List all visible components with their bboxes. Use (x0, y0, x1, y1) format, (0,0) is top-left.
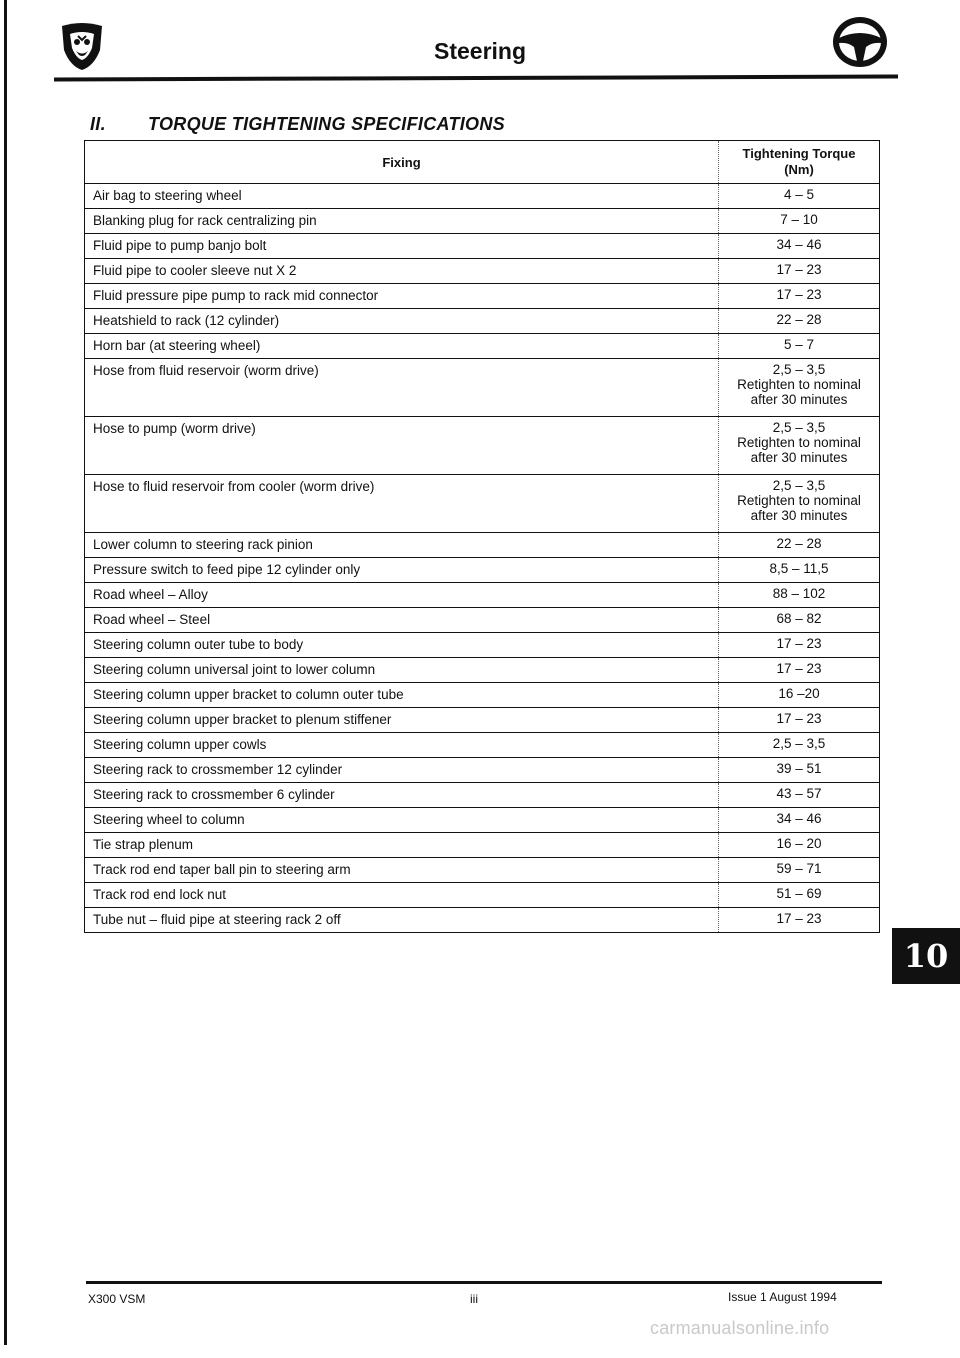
torque-value: 2,5 – 3,5 (772, 420, 826, 435)
fixing-cell: Blanking plug for rack centralizing pin (85, 209, 719, 234)
torque-cell (719, 883, 880, 908)
torque-value: 17 – 23 (776, 287, 822, 302)
table-row (85, 558, 880, 583)
torque-column-header (719, 141, 880, 184)
torque-value: 88 – 102 (772, 586, 826, 601)
fixing-cell: Road wheel – Alloy (85, 583, 719, 608)
fixing-cell: Steering column outer tube to body (85, 633, 719, 658)
torque-value: 17 – 23 (776, 661, 822, 676)
torque-header-line1: Tightening Torque (742, 146, 856, 161)
table-row (85, 633, 880, 658)
table-row (85, 808, 880, 833)
page-edge-rule (4, 0, 7, 1345)
torque-value: 16 – 20 (776, 836, 822, 851)
torque-value: 51 – 69 (776, 886, 822, 901)
table-row (85, 475, 880, 533)
footer-manual-code: X300 VSM (88, 1292, 146, 1306)
table-row (85, 334, 880, 359)
footer-page-number: iii (470, 1292, 478, 1306)
torque-value: 4 – 5 (783, 187, 815, 202)
fixing-cell: Steering rack to crossmember 6 cylinder (85, 783, 719, 808)
torque-cell (719, 658, 880, 683)
fixing-cell: Steering column upper bracket to plenum stiffener (85, 708, 719, 733)
torque-cell (719, 209, 880, 234)
table-row (85, 309, 880, 334)
torque-note: Retighten to nominal (737, 435, 861, 450)
torque-cell (719, 234, 880, 259)
torque-cell (719, 833, 880, 858)
torque-value: 34 – 46 (776, 811, 822, 826)
fixing-cell: Fluid pipe to cooler sleeve nut X 2 (85, 259, 719, 284)
torque-cell (719, 309, 880, 334)
fixing-cell: Track rod end lock nut (85, 883, 719, 908)
fixing-cell: Lower column to steering rack pinion (85, 533, 719, 558)
torque-value: 7 – 10 (780, 212, 818, 227)
torque-note: after 30 minutes (750, 508, 848, 523)
torque-value: 17 – 23 (776, 636, 822, 651)
torque-cell (719, 284, 880, 309)
torque-cell (719, 417, 880, 475)
table-row (85, 284, 880, 309)
torque-cell (719, 708, 880, 733)
table-row (85, 359, 880, 417)
fixing-cell: Steering column universal joint to lower column (85, 658, 719, 683)
torque-spec-table (84, 140, 880, 933)
torque-value: 39 – 51 (776, 761, 822, 776)
torque-cell (719, 359, 880, 417)
table-row (85, 733, 880, 758)
table-row (85, 883, 880, 908)
torque-cell (719, 334, 880, 359)
fixing-cell: Steering column upper cowls (85, 733, 719, 758)
torque-cell (719, 858, 880, 883)
fixing-cell: Heatshield to rack (12 cylinder) (85, 309, 719, 334)
fixing-cell: Steering column upper bracket to column outer tube (85, 683, 719, 708)
torque-cell (719, 608, 880, 633)
torque-value: 17 – 23 (776, 911, 822, 926)
watermark: carmanualsonline.info (650, 1318, 830, 1338)
header-rule (54, 75, 898, 82)
table-row (85, 708, 880, 733)
table-row (85, 858, 880, 883)
table-row (85, 833, 880, 858)
torque-value: 2,5 – 3,5 (772, 478, 826, 493)
page-title: Steering (433, 38, 527, 64)
footer-rule (86, 1281, 882, 1284)
torque-header-line2: (Nm) (784, 162, 814, 177)
torque-value: 17 – 23 (776, 711, 822, 726)
table-row (85, 658, 880, 683)
section-number: II. (90, 114, 106, 134)
torque-note: after 30 minutes (750, 450, 848, 465)
torque-note: Retighten to nominal (737, 493, 861, 508)
torque-value: 34 – 46 (776, 237, 822, 252)
torque-value: 43 – 57 (776, 786, 822, 801)
fixing-cell: Pressure switch to feed pipe 12 cylinder only (85, 558, 719, 583)
steering-wheel-icon (830, 14, 890, 70)
section-title: TORQUE TIGHTENING SPECIFICATIONS (148, 114, 505, 134)
torque-value: 2,5 – 3,5 (772, 736, 826, 751)
torque-cell (719, 758, 880, 783)
torque-cell (719, 633, 880, 658)
fixing-cell: Hose to pump (worm drive) (85, 417, 719, 475)
torque-cell (719, 475, 880, 533)
fixing-cell: Fluid pressure pipe pump to rack mid connector (85, 284, 719, 309)
torque-cell (719, 558, 880, 583)
section-tab-badge: 10 (892, 928, 960, 984)
torque-spec-table-container (84, 140, 880, 933)
torque-note: Retighten to nominal (737, 377, 861, 392)
torque-cell (719, 259, 880, 284)
torque-cell (719, 533, 880, 558)
torque-value: 5 – 7 (783, 337, 815, 352)
fixing-cell: Tube nut – fluid pipe at steering rack 2 off (85, 908, 719, 933)
table-row (85, 908, 880, 933)
table-row (85, 583, 880, 608)
torque-value: 68 – 82 (776, 611, 822, 626)
torque-value: 16 –20 (778, 686, 820, 701)
fixing-column-header: Fixing (85, 141, 719, 184)
torque-cell (719, 783, 880, 808)
table-header-row (85, 141, 880, 184)
torque-value: 59 – 71 (776, 861, 822, 876)
torque-cell (719, 583, 880, 608)
table-row (85, 259, 880, 284)
torque-note: after 30 minutes (750, 392, 848, 407)
fixing-cell: Track rod end taper ball pin to steering arm (85, 858, 719, 883)
fixing-cell: Steering wheel to column (85, 808, 719, 833)
fixing-cell: Steering rack to crossmember 12 cylinder (85, 758, 719, 783)
table-row (85, 417, 880, 475)
torque-value: 8,5 – 11,5 (769, 561, 829, 576)
table-row (85, 234, 880, 259)
fixing-cell: Road wheel – Steel (85, 608, 719, 633)
table-row (85, 209, 880, 234)
section-heading (90, 114, 505, 135)
torque-value: 2,5 – 3,5 (772, 362, 826, 377)
torque-cell (719, 184, 880, 209)
footer-issue-date: Issue 1 August 1994 (728, 1290, 837, 1304)
table-row (85, 758, 880, 783)
table-row (85, 533, 880, 558)
torque-cell (719, 733, 880, 758)
table-row (85, 783, 880, 808)
fixing-cell: Fluid pipe to pump banjo bolt (85, 234, 719, 259)
fixing-cell: Hose from fluid reservoir (worm drive) (85, 359, 719, 417)
torque-cell (719, 808, 880, 833)
torque-cell (719, 908, 880, 933)
fixing-cell: Air bag to steering wheel (85, 184, 719, 209)
torque-value: 22 – 28 (776, 536, 822, 551)
table-row (85, 683, 880, 708)
fixing-cell: Horn bar (at steering wheel) (85, 334, 719, 359)
torque-cell (719, 683, 880, 708)
table-row (85, 184, 880, 209)
fixing-cell: Hose to fluid reservoir from cooler (worm drive) (85, 475, 719, 533)
table-row (85, 608, 880, 633)
fixing-cell: Tie strap plenum (85, 833, 719, 858)
torque-value: 17 – 23 (776, 262, 822, 277)
torque-value: 22 – 28 (776, 312, 822, 327)
